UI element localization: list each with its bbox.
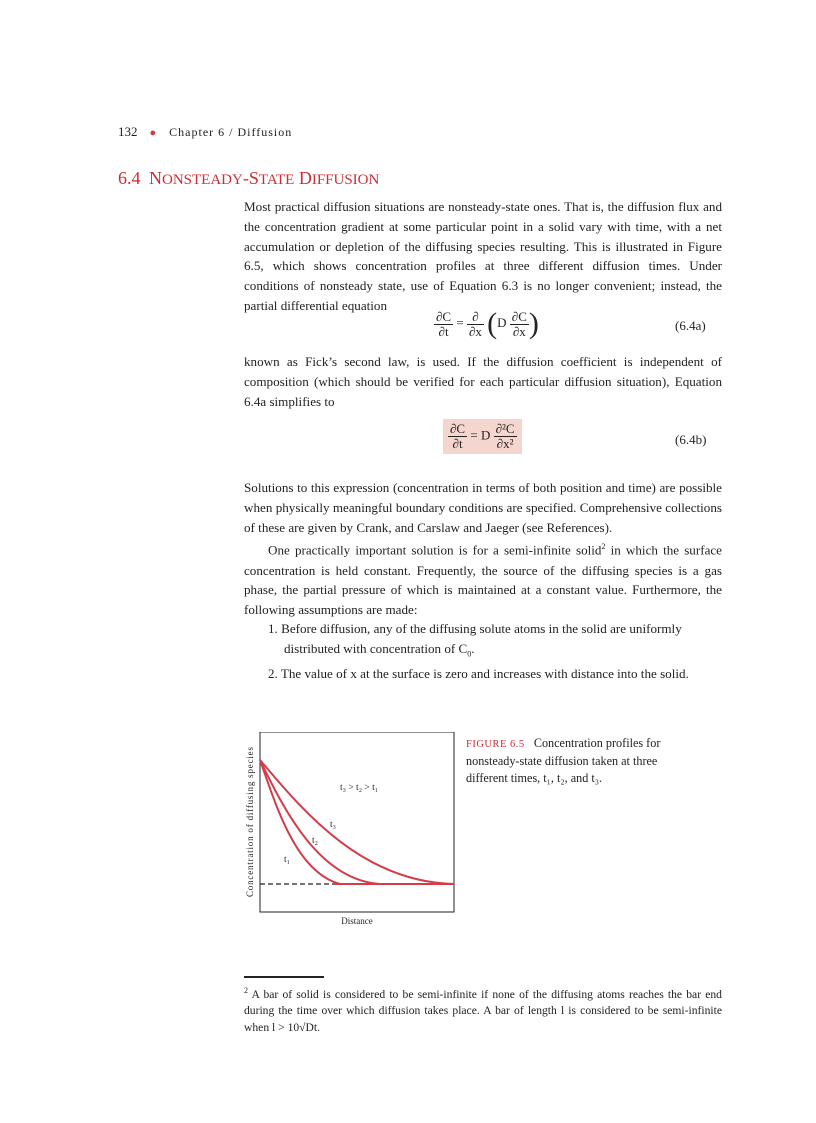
profile-curve-t2 <box>260 760 380 884</box>
equation-6-4b: $\frac{\partial C}{\partial t}$ = D $\frac{\text{∂²C}}{\text{∂x²}}$ <box>443 419 522 454</box>
page-number: 132 <box>118 124 138 139</box>
curve-label-t3: t₃ <box>330 820 336 830</box>
paragraph-2: known as Fick’s second law, is used. If the diffusion coefficient is independent of composition (which should be verified for each particular diffusion situation), Equation 6.4a simplifies to <box>244 354 722 409</box>
figure-6-5 <box>240 732 460 932</box>
chapter-title: Chapter 6 / Diffusion <box>169 125 293 139</box>
section-title: NONSTEADY-STATE DIFFUSION <box>149 168 380 188</box>
footnote-marker: 2 <box>244 986 248 995</box>
list-item: 1. Before diffusion, any of the diffusing solute atoms in the solid are uniformly distributed with concentration of $C_0$. <box>268 621 682 659</box>
section-number: 6.4 <box>118 168 141 188</box>
paragraph-3: Solutions to this expression (concentration in terms of both position and time) are possible when physically meaningful boundary conditions are specified. Comprehensive collections of these are given by Crank, and Carslaw and Jaeger (see References). <box>244 480 722 535</box>
figure-caption <box>466 735 682 787</box>
equation-number-6-4b: (6.4b) <box>675 432 707 447</box>
y-axis-label: Concentration of diffusing species <box>245 746 255 897</box>
running-header <box>118 124 292 140</box>
caption-text: Concentration profiles for nonsteady-state diffusion taken at three different times, t₁, t₂, and t₃. <box>466 736 661 785</box>
profile-curve-t1 <box>260 760 340 884</box>
footnote <box>244 983 722 1036</box>
list-item: 2. The value of x at the surface is zero and increases with distance into the solid. <box>268 666 689 682</box>
body-text-block <box>244 478 722 620</box>
curve-label-t2: t₂ <box>312 836 318 846</box>
section-heading <box>118 168 379 189</box>
paragraph-1: Most practical diffusion situations are nonsteady-state ones. That is, the diffusion flux and the concentration gradient at some particular point in a solid vary with time, with a net accumulation or depletion of the diffusing species resulting. This is illustrated in Figure 6.5, which shows concentration profiles at three different diffusion times. Under conditions of nonsteady state, use of Equation 6.3 is no longer convenient; instead, the partial differential equation <box>244 199 722 313</box>
bullet-icon: ● <box>149 127 158 139</box>
x-axis-label: Distance <box>341 916 373 926</box>
assumption-list <box>268 619 700 684</box>
footnote-divider <box>244 976 324 978</box>
profile-curve-t3 <box>260 760 454 884</box>
equation-6-4a: $\frac{\partial C}{\partial t}$ = $\frac{\partial}{\partial x}$ (D $\frac{\partial C}{\partial x}$ ) <box>436 307 539 340</box>
curve-label-t1: t₁ <box>284 855 290 865</box>
figure-label: FIGURE 6.5 <box>466 739 525 750</box>
footnote-text: A bar of solid is considered to be semi-infinite if none of the diffusing atoms reaches the bar end during the time over which diffusion takes place. A bar of length l is considered to be semi-infinite when l > 10√Dt. <box>244 987 722 1034</box>
paragraph-4: One practically important solution is for a semi-infinite solid$^2$ in which the surface concentration is held constant. Frequently, the source of the diffusing species is a gas phase, the partial pressure of which is maintained at a constant value. Furthermore, the following assumptions are made: <box>244 542 722 618</box>
equation-number-6-4a: (6.4a) <box>675 318 706 333</box>
time-order-annotation: t₃ > t₂ > t₁ <box>340 783 379 793</box>
